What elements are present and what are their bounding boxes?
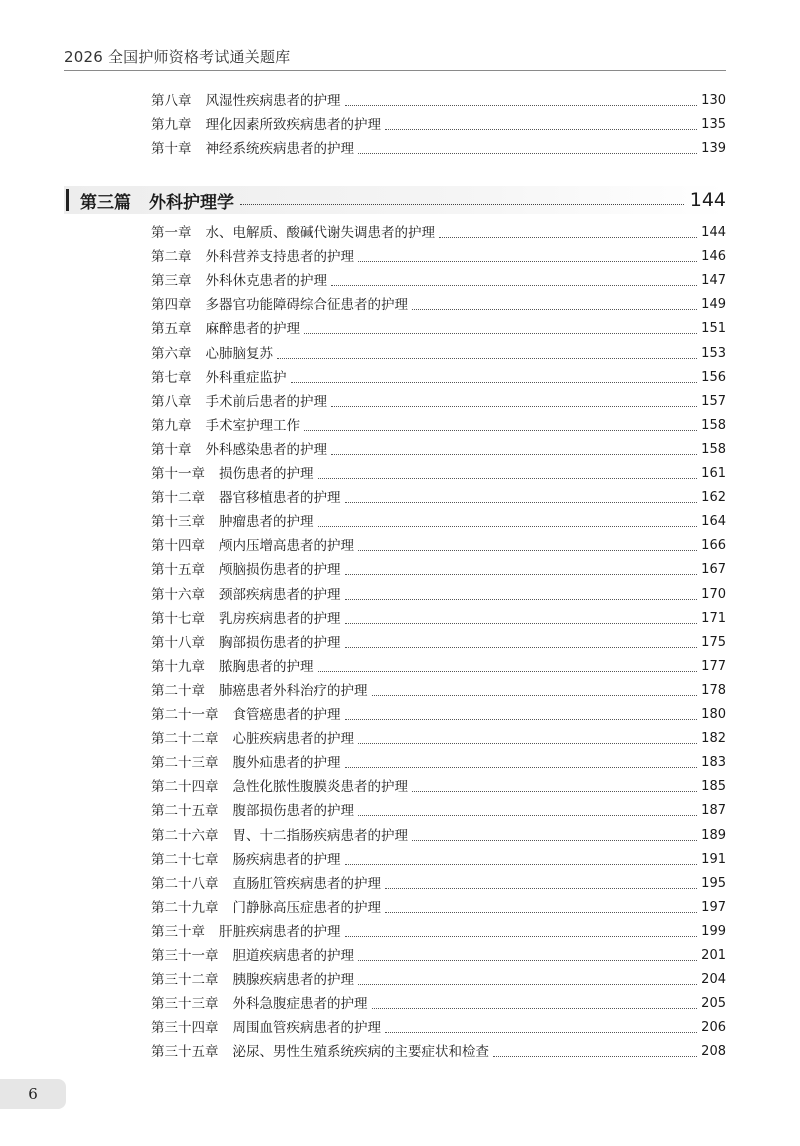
chapter-number: 第十六章 bbox=[151, 586, 205, 603]
dot-leader bbox=[345, 574, 698, 575]
toc-entry[interactable] bbox=[151, 919, 726, 941]
dot-leader bbox=[318, 478, 698, 479]
page-number: 158 bbox=[701, 441, 726, 457]
page-number: 164 bbox=[701, 514, 726, 530]
page-number: 197 bbox=[701, 899, 726, 915]
chapter-number: 第七章 bbox=[151, 369, 192, 386]
page-number: 180 bbox=[701, 707, 726, 722]
page-number: 201 bbox=[701, 948, 726, 963]
chapter-number: 第二十七章 bbox=[151, 851, 219, 868]
toc-entry[interactable] bbox=[151, 136, 726, 158]
toc-entry[interactable] bbox=[151, 774, 726, 796]
page-number: 206 bbox=[701, 1020, 726, 1036]
chapter-title: 理化因素所致疾病患者的护理 bbox=[205, 117, 381, 133]
dot-leader bbox=[304, 333, 697, 334]
chapter-number: 第十章 bbox=[151, 441, 192, 458]
chapter-title: 外科营养支持患者的护理 bbox=[205, 249, 354, 266]
dot-leader bbox=[345, 647, 698, 648]
book-title: 2026 全国护师资格考试通关题库 bbox=[64, 48, 291, 66]
toc-entry[interactable] bbox=[151, 678, 726, 700]
page-number: 208 bbox=[701, 1044, 726, 1060]
dot-leader bbox=[277, 358, 697, 359]
toc-entry[interactable] bbox=[151, 557, 726, 579]
part-marker-bar bbox=[66, 189, 69, 211]
dot-leader bbox=[372, 1008, 698, 1009]
dot-leader bbox=[493, 1056, 697, 1057]
chapter-number: 第二十九章 bbox=[151, 899, 219, 916]
dot-leader bbox=[385, 129, 697, 130]
chapter-title: 急性化脓性腹膜炎患者的护理 bbox=[232, 779, 408, 796]
dot-leader bbox=[345, 623, 698, 624]
chapter-title: 心肺脑复苏 bbox=[205, 345, 273, 362]
chapter-number: 第八章 bbox=[151, 93, 192, 109]
chapter-number: 第十八章 bbox=[151, 634, 205, 651]
chapter-number: 第二十六章 bbox=[151, 827, 219, 844]
toc-entry[interactable] bbox=[151, 88, 726, 110]
page-number: 205 bbox=[701, 996, 726, 1012]
dot-leader bbox=[345, 864, 698, 865]
chapter-title: 胆道疾病患者的护理 bbox=[232, 948, 354, 964]
dot-leader bbox=[358, 815, 697, 816]
toc-entry[interactable] bbox=[151, 292, 726, 314]
dot-leader bbox=[345, 767, 698, 768]
toc-entry[interactable] bbox=[151, 726, 726, 748]
chapter-number: 第十四章 bbox=[151, 538, 205, 555]
chapter-title: 胸部损伤患者的护理 bbox=[219, 634, 341, 651]
toc-entry[interactable] bbox=[151, 461, 726, 483]
chapter-number: 第二十四章 bbox=[151, 779, 219, 796]
dot-leader bbox=[291, 382, 698, 383]
chapter-number: 第三十四章 bbox=[151, 1020, 219, 1037]
dot-leader bbox=[439, 237, 697, 238]
chapter-number: 第九章 bbox=[151, 117, 192, 133]
part-title: 外科护理学 bbox=[149, 192, 234, 213]
chapter-title: 手术室护理工作 bbox=[205, 417, 300, 434]
page-number: 130 bbox=[701, 93, 726, 108]
chapter-title: 水、电解质、酸碱代谢失调患者的护理 bbox=[205, 225, 435, 241]
toc-entry[interactable] bbox=[151, 244, 726, 266]
running-header bbox=[64, 44, 726, 71]
dot-leader bbox=[318, 526, 698, 527]
part-page-number: 144 bbox=[689, 189, 726, 211]
toc-entry[interactable] bbox=[151, 509, 726, 531]
page-number: 191 bbox=[701, 851, 726, 867]
chapter-title: 胰腺疾病患者的护理 bbox=[232, 972, 354, 989]
page-number: 195 bbox=[701, 875, 726, 891]
toc-entry[interactable] bbox=[151, 112, 726, 134]
dot-leader bbox=[345, 502, 698, 503]
chapter-title: 肺癌患者外科治疗的护理 bbox=[219, 682, 368, 699]
toc-entry[interactable] bbox=[151, 847, 726, 869]
toc-entry[interactable] bbox=[151, 268, 726, 290]
page-number: 157 bbox=[701, 393, 726, 409]
chapter-title: 脓胸患者的护理 bbox=[219, 658, 314, 675]
chapter-title: 神经系统疾病患者的护理 bbox=[205, 141, 354, 157]
dot-leader bbox=[240, 204, 684, 205]
chapter-title: 肠疾病患者的护理 bbox=[232, 851, 341, 868]
page-number: 158 bbox=[701, 417, 726, 433]
chapter-number: 第九章 bbox=[151, 417, 192, 434]
chapter-number: 第十二章 bbox=[151, 490, 205, 507]
page-number: 6 bbox=[28, 1085, 38, 1103]
chapter-title: 手术前后患者的护理 bbox=[205, 393, 327, 410]
dot-leader bbox=[358, 960, 697, 961]
dot-leader bbox=[345, 599, 698, 600]
page-number: 151 bbox=[701, 321, 726, 337]
chapter-title: 肝脏疾病患者的护理 bbox=[219, 923, 341, 940]
page-number: 189 bbox=[701, 827, 726, 843]
dot-leader bbox=[358, 984, 697, 985]
chapter-title: 腹部损伤患者的护理 bbox=[232, 803, 354, 820]
page-number: 167 bbox=[701, 562, 726, 578]
page-number-tab bbox=[0, 1079, 66, 1109]
page-number: 178 bbox=[701, 682, 726, 698]
toc-entry[interactable] bbox=[151, 341, 726, 363]
page-number: 153 bbox=[701, 345, 726, 361]
chapter-number: 第三章 bbox=[151, 273, 192, 290]
chapter-number: 第三十一章 bbox=[151, 948, 219, 964]
toc-entry[interactable] bbox=[151, 823, 726, 845]
toc-entry[interactable] bbox=[151, 1015, 726, 1037]
chapter-number: 第二十一章 bbox=[151, 707, 219, 723]
chapter-number: 第三十章 bbox=[151, 923, 205, 940]
toc-entry[interactable] bbox=[151, 943, 726, 965]
dot-leader bbox=[358, 743, 697, 744]
page-number: 182 bbox=[701, 731, 726, 747]
chapter-title: 颅脑损伤患者的护理 bbox=[219, 562, 341, 579]
page-number: 171 bbox=[701, 610, 726, 626]
page-number: 204 bbox=[701, 972, 726, 988]
page-number: 147 bbox=[701, 273, 726, 289]
toc-entry[interactable] bbox=[151, 220, 726, 242]
chapter-title: 外科感染患者的护理 bbox=[205, 441, 327, 458]
dot-leader bbox=[358, 261, 697, 262]
chapter-number: 第二十章 bbox=[151, 682, 205, 699]
page-number: 175 bbox=[701, 634, 726, 650]
dot-leader bbox=[412, 791, 697, 792]
dot-leader bbox=[385, 888, 697, 889]
chapter-number: 第十三章 bbox=[151, 514, 205, 531]
chapter-title: 门静脉高压症患者的护理 bbox=[232, 899, 381, 916]
page-number: 199 bbox=[701, 923, 726, 939]
dot-leader bbox=[412, 309, 697, 310]
dot-leader bbox=[358, 550, 697, 551]
chapter-title: 食管癌患者的护理 bbox=[232, 707, 341, 723]
chapter-number: 第三十二章 bbox=[151, 972, 219, 989]
chapter-number: 第五章 bbox=[151, 321, 192, 338]
chapter-title: 麻醉患者的护理 bbox=[205, 321, 300, 338]
toc-entry[interactable] bbox=[151, 389, 726, 411]
chapter-number: 第四章 bbox=[151, 297, 192, 314]
dot-leader bbox=[385, 912, 697, 913]
chapter-number: 第二章 bbox=[151, 249, 192, 266]
chapter-number: 第八章 bbox=[151, 393, 192, 410]
dot-leader bbox=[331, 406, 697, 407]
toc-entry[interactable] bbox=[151, 991, 726, 1013]
chapter-title: 直肠肛管疾病患者的护理 bbox=[232, 875, 381, 892]
dot-leader bbox=[331, 285, 697, 286]
page-number: 170 bbox=[701, 586, 726, 602]
chapter-title: 器官移植患者的护理 bbox=[219, 490, 341, 507]
toc-entry[interactable] bbox=[151, 582, 726, 604]
toc-entry[interactable] bbox=[151, 606, 726, 628]
chapter-number: 第十九章 bbox=[151, 658, 205, 675]
chapter-title: 多器官功能障碍综合征患者的护理 bbox=[205, 297, 408, 314]
chapter-title: 肿瘤患者的护理 bbox=[219, 514, 314, 531]
chapter-title: 周围血管疾病患者的护理 bbox=[232, 1020, 381, 1037]
chapter-number: 第二十二章 bbox=[151, 731, 219, 748]
chapter-number: 第三十五章 bbox=[151, 1044, 219, 1061]
chapter-title: 损伤患者的护理 bbox=[219, 466, 314, 482]
page-number: 156 bbox=[701, 369, 726, 385]
chapter-title: 外科重症监护 bbox=[205, 369, 287, 386]
chapter-title: 颅内压增高患者的护理 bbox=[219, 538, 354, 555]
dot-leader bbox=[385, 1032, 697, 1033]
page-number: 185 bbox=[701, 779, 726, 795]
chapter-title: 泌尿、男性生殖系统疾病的主要症状和检查 bbox=[232, 1044, 489, 1061]
chapter-number: 第二十三章 bbox=[151, 755, 219, 772]
toc-entry[interactable] bbox=[151, 750, 726, 772]
chapter-number: 第二十五章 bbox=[151, 803, 219, 820]
page-number: 161 bbox=[701, 466, 726, 481]
toc-entry[interactable] bbox=[151, 413, 726, 435]
chapter-title: 颈部疾病患者的护理 bbox=[219, 586, 341, 603]
toc-entry[interactable] bbox=[151, 895, 726, 917]
chapter-number: 第十五章 bbox=[151, 562, 205, 579]
toc-entry[interactable] bbox=[151, 1039, 726, 1061]
dot-leader bbox=[318, 671, 698, 672]
toc-entry[interactable] bbox=[151, 533, 726, 555]
dot-leader bbox=[412, 840, 697, 841]
dot-leader bbox=[304, 430, 697, 431]
dot-leader bbox=[358, 153, 697, 154]
chapter-number: 第六章 bbox=[151, 345, 192, 362]
toc-entry[interactable] bbox=[151, 967, 726, 989]
dot-leader bbox=[372, 695, 698, 696]
chapter-title: 外科休克患者的护理 bbox=[205, 273, 327, 290]
page-number: 183 bbox=[701, 755, 726, 771]
dot-leader bbox=[345, 105, 698, 106]
page-number: 144 bbox=[701, 225, 726, 240]
page-number: 139 bbox=[701, 141, 726, 156]
chapter-title: 风湿性疾病患者的护理 bbox=[205, 93, 341, 109]
dot-leader bbox=[331, 454, 697, 455]
chapter-number: 第十七章 bbox=[151, 610, 205, 627]
chapter-number: 第三十三章 bbox=[151, 996, 219, 1013]
page-number: 166 bbox=[701, 538, 726, 554]
toc-entry[interactable] bbox=[151, 437, 726, 459]
toc-entry[interactable] bbox=[151, 702, 726, 724]
toc-entry[interactable] bbox=[151, 365, 726, 387]
chapter-title: 外科急腹症患者的护理 bbox=[232, 996, 368, 1013]
chapter-title: 心脏疾病患者的护理 bbox=[232, 731, 354, 748]
chapter-number: 第十章 bbox=[151, 141, 192, 157]
dot-leader bbox=[345, 936, 698, 937]
toc-entry[interactable] bbox=[151, 654, 726, 676]
chapter-number: 第二十八章 bbox=[151, 875, 219, 892]
page-number: 162 bbox=[701, 490, 726, 506]
chapter-number: 第一章 bbox=[151, 225, 192, 241]
chapter-title: 乳房疾病患者的护理 bbox=[219, 610, 341, 627]
toc-entry[interactable] bbox=[151, 871, 726, 893]
dot-leader bbox=[345, 719, 698, 720]
part-label: 第三篇 bbox=[80, 192, 131, 213]
toc-entry[interactable] bbox=[151, 630, 726, 652]
page-number: 135 bbox=[701, 117, 726, 132]
page-number: 177 bbox=[701, 658, 726, 674]
chapter-title: 胃、十二指肠疾病患者的护理 bbox=[232, 827, 408, 844]
chapter-number: 第十一章 bbox=[151, 466, 205, 482]
page-number: 149 bbox=[701, 297, 726, 313]
page-number: 146 bbox=[701, 249, 726, 265]
page-number: 187 bbox=[701, 803, 726, 819]
chapter-title: 腹外疝患者的护理 bbox=[232, 755, 341, 772]
toc-entry[interactable] bbox=[151, 485, 726, 507]
part-heading[interactable] bbox=[64, 186, 726, 214]
toc-entry[interactable] bbox=[151, 316, 726, 338]
toc-entry[interactable] bbox=[151, 798, 726, 820]
